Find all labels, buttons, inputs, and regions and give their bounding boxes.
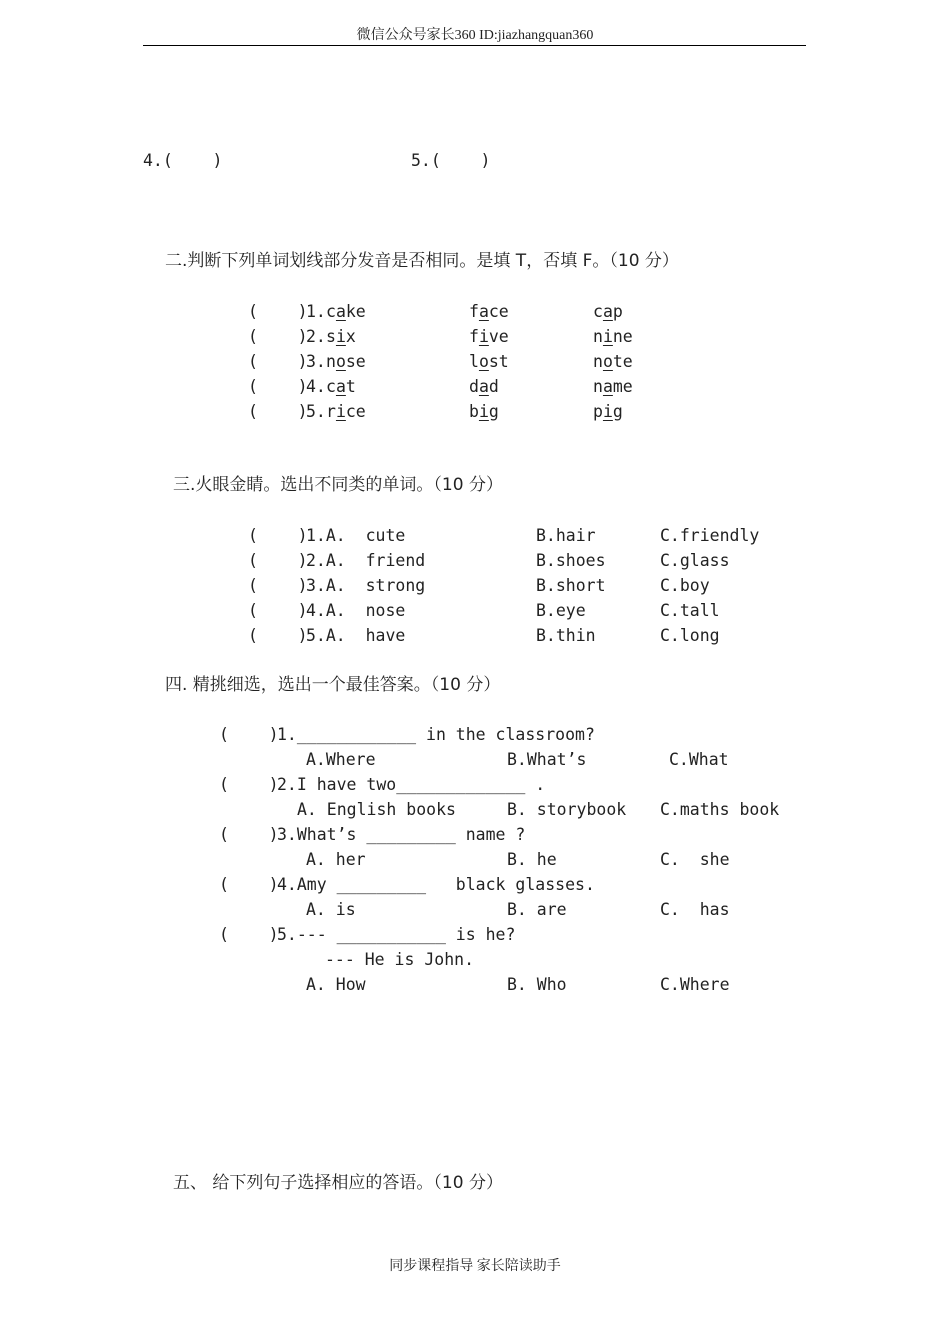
word-part: ce: [488, 302, 509, 321]
option-a: A. her: [306, 850, 366, 869]
option-a: A. is: [306, 900, 356, 919]
underlined-letters: i: [478, 327, 489, 346]
page-header: 微信公众号家长360 ID:jiazhangquan360: [356, 28, 594, 43]
word-w3: [593, 302, 623, 322]
word-part: r: [326, 402, 336, 421]
word-part: d: [469, 377, 479, 396]
option-b: B. storybook: [507, 800, 627, 819]
answer-paren: ( ): [248, 327, 308, 346]
option-a: 2.A. friend: [306, 551, 426, 570]
option-c: C.tall: [660, 601, 720, 620]
option-b: B.short: [536, 576, 606, 595]
answer-paren: ( ): [219, 775, 279, 794]
word-part: ne: [612, 327, 633, 346]
word-part: c: [326, 302, 336, 321]
item-number: 2.: [306, 327, 326, 346]
option-b: B.hair: [536, 526, 596, 545]
option-a: A. English books: [297, 800, 456, 819]
word-part: st: [488, 352, 509, 371]
word-part: b: [469, 402, 479, 421]
dialogue-line: --- He is John.: [325, 950, 475, 969]
option-a: 5.A. have: [306, 626, 406, 645]
underlined-letters: a: [478, 302, 489, 321]
underlined-letters: a: [478, 377, 489, 396]
option-c: C.friendly: [660, 526, 760, 545]
word-w1: [326, 327, 356, 347]
underlined-letters: a: [335, 377, 346, 396]
word-part: n: [593, 377, 603, 396]
item-number: 4.: [306, 377, 326, 396]
answer-paren: ( ): [219, 875, 279, 894]
word-w1: [326, 352, 366, 372]
option-a: 1.A. cute: [306, 526, 406, 545]
word-w1: [326, 377, 356, 397]
option-c: C.Where: [660, 975, 730, 994]
word-part: s: [326, 327, 336, 346]
underlined-letters: o: [602, 352, 613, 371]
word-w3: [593, 352, 633, 372]
word-part: t: [345, 377, 356, 396]
question-4-blank: 4.( ): [143, 151, 223, 170]
word-part: me: [612, 377, 633, 396]
word-part: g: [612, 402, 623, 421]
option-c: C. has: [660, 900, 730, 919]
word-part: f: [469, 327, 479, 346]
option-a: 4.A. nose: [306, 601, 406, 620]
question-1: 1.____________ in the classroom?: [277, 725, 595, 744]
underlined-letters: i: [335, 327, 346, 346]
underlined-letters: i: [478, 402, 489, 421]
answer-paren: ( ): [248, 626, 308, 645]
word-part: n: [593, 352, 603, 371]
word-w3: [593, 327, 633, 347]
underlined-letters: a: [602, 302, 613, 321]
option-c: C. she: [660, 850, 730, 869]
word-part: p: [612, 302, 623, 321]
word-w1: [326, 402, 366, 422]
item-number: 1.: [306, 302, 326, 321]
word-part: ve: [488, 327, 509, 346]
word-part: se: [345, 352, 366, 371]
option-b: B. are: [507, 900, 567, 919]
option-a: 3.A. strong: [306, 576, 426, 595]
option-c: C.What: [669, 750, 729, 769]
answer-paren: ( ): [248, 576, 308, 595]
word-w1: [326, 302, 366, 322]
option-a: A. How: [306, 975, 366, 994]
underlined-letters: i: [335, 402, 346, 421]
underlined-letters: o: [335, 352, 346, 371]
word-part: ke: [345, 302, 366, 321]
answer-paren: ( ): [248, 402, 308, 421]
question-5-blank: 5.( ): [411, 151, 491, 170]
question-5: 5.--- ___________ is he?: [277, 925, 516, 944]
option-c: C.glass: [660, 551, 730, 570]
word-part: d: [488, 377, 499, 396]
word-part: c: [326, 377, 336, 396]
underlined-letters: o: [478, 352, 489, 371]
option-b: B.eye: [536, 601, 586, 620]
section-4-title: 四. 精挑细选，选出一个最佳答案。（10 分）: [165, 675, 501, 695]
word-w2: [469, 402, 499, 422]
word-part: n: [326, 352, 336, 371]
answer-paren: ( ): [248, 601, 308, 620]
word-part: l: [469, 352, 479, 371]
answer-paren: ( ): [219, 825, 279, 844]
answer-paren: ( ): [248, 352, 308, 371]
underlined-letters: i: [602, 327, 613, 346]
section-2-title: 二.判断下列单词划线部分发音是否相同。是填 T，否填 F。（10 分）: [165, 251, 679, 271]
word-w3: [593, 377, 633, 397]
answer-paren: ( ): [248, 526, 308, 545]
word-w2: [469, 302, 509, 322]
question-2: 2.I have two_____________ .: [277, 775, 546, 794]
question-4: 4.Amy _________ black glasses.: [277, 875, 595, 894]
header-rule: [143, 45, 806, 46]
item-number: 5.: [306, 402, 326, 421]
word-part: x: [345, 327, 356, 346]
option-c: C.maths book: [660, 800, 780, 819]
underlined-letters: i: [602, 402, 613, 421]
underlined-letters: a: [335, 302, 346, 321]
answer-paren: ( ): [219, 925, 279, 944]
answer-paren: ( ): [248, 377, 308, 396]
option-b: B.shoes: [536, 551, 606, 570]
question-3: 3.What’s _________ name ?: [277, 825, 526, 844]
option-c: C.long: [660, 626, 720, 645]
option-b: B.thin: [536, 626, 596, 645]
section-3-title: 三.火眼金睛。选出不同类的单词。（10 分）: [173, 475, 503, 495]
item-number: 3.: [306, 352, 326, 371]
answer-paren: ( ): [219, 725, 279, 744]
word-w2: [469, 327, 509, 347]
option-b: B.What’s: [507, 750, 587, 769]
word-part: p: [593, 402, 603, 421]
word-part: f: [469, 302, 479, 321]
word-part: n: [593, 327, 603, 346]
underlined-letters: a: [602, 377, 613, 396]
word-part: g: [488, 402, 499, 421]
answer-paren: ( ): [248, 551, 308, 570]
option-b: B. Who: [507, 975, 567, 994]
word-part: c: [593, 302, 603, 321]
word-part: te: [612, 352, 633, 371]
option-b: B. he: [507, 850, 557, 869]
option-c: C.boy: [660, 576, 710, 595]
word-part: ce: [345, 402, 366, 421]
answer-paren: ( ): [248, 302, 308, 321]
option-a: A.Where: [306, 750, 376, 769]
page-footer: 同步课程指导 家长陪读助手: [389, 1259, 561, 1274]
word-w2: [469, 377, 499, 397]
word-w2: [469, 352, 509, 372]
word-w3: [593, 402, 623, 422]
section-5-title: 五、 给下列句子选择相应的答语。（10 分）: [173, 1173, 503, 1193]
